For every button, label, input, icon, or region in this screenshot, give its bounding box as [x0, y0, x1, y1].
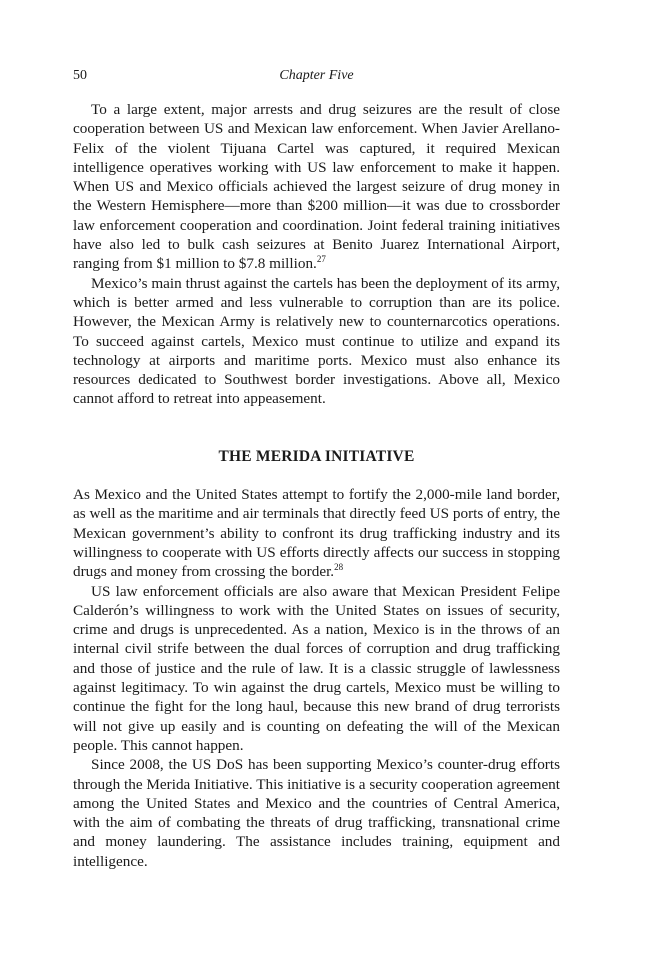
paragraph-text: To a large extent, major arrests and drug seizures are the result of close cooperation between US and Mexican law enforcement. When Javier Arellano-Felix of the violent Tijuana Cartel was captured, it required Mexican intelligence operatives working with US law enforcement to make it happen. When US and Mexico officials achieved the largest seizure of drug money in the Western Hemisphere—more than $200 million—it was due to crossborder law enforcement cooperation and coordination. Joint federal training initiatives have also led to bulk cash seizures at Benito Juarez International Airport, ranging from $1 million to $7.8 million. — [73, 101, 560, 273]
paragraph-text: US law enforcement officials are also aware that Mexican President Felipe Calderón’s willingness to work with the United States on issues of security, crime and drugs is unprecedented. As a nation, Mexico is in the throws of an internal civil strife between the dual forces of corruption and drug trafficking and those of justice and the rule of law. It is a classic struggle of lawlessness against legitimacy. To win against the drug cartels, Mexico must be willing to continue the fight for the long haul, because this new brand of drug terrorists will not give up easily and is counting on defeating the will of the Mexican people. This cannot happen. — [73, 582, 560, 754]
paragraph-army — [73, 274, 560, 409]
footnote-ref-28[interactable]: 28 — [334, 562, 344, 573]
paragraph-text: Since 2008, the US DoS has been supporting Mexico’s counter-drug efforts through the Merida Initiative. This initiative is a security cooperation agreement among the United States and Mexico and the countries of Central America, with the aim of combating the threats of drug trafficking, transnational crime and money laundering. The assistance includes training, equipment and intelligence. — [73, 756, 560, 870]
page-number: 50 — [73, 68, 87, 83]
body-text — [73, 100, 560, 871]
paragraph-text: Mexico’s main thrust against the cartels has been the deployment of its army, which is better armed and less vulnerable to corruption than are its police. However, the Mexican Army is relatively new to counternarcotics operations. To succeed against cartels, Mexico must continue to utilize and expand its technology at airports and maritime ports. Mexico must also enhance its resources dedicated to Southwest border investigations. Above all, Mexico cannot afford to retreat into appeasement. — [73, 274, 560, 408]
running-head — [73, 68, 560, 88]
chapter-title: Chapter Five — [279, 68, 354, 83]
paragraph-text: As Mexico and the United States attempt to fortify the 2,000-mile land border, as well as the maritime and air terminals that directly feed US ports of entry, the Mexican government’s ability to confront its drug trafficking industry and its willingness to cooperate with US efforts directly affects our success in stopping drugs and money from crossing the border. — [73, 486, 560, 581]
paragraph-border — [73, 485, 560, 581]
footnote-ref-27[interactable]: 27 — [316, 254, 326, 265]
paragraph-calderon — [73, 582, 560, 756]
section-heading: THE MERIDA INITIATIVE — [218, 447, 415, 465]
paragraph-cooperation — [73, 100, 560, 274]
paragraph-merida — [73, 755, 560, 871]
